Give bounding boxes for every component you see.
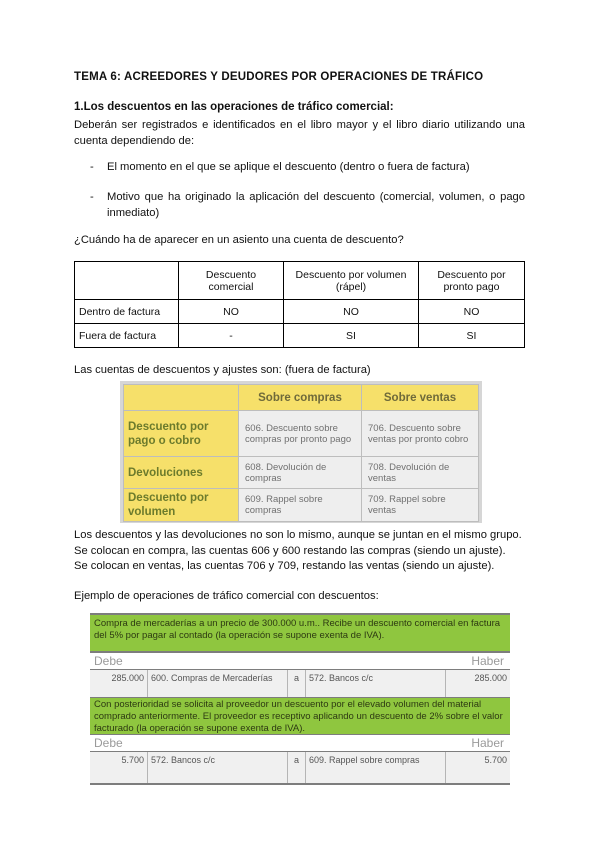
table-cell	[124, 385, 239, 411]
row-label: Descuento por volumen	[124, 489, 239, 522]
example-image	[90, 613, 510, 785]
debe-haber-header	[90, 653, 510, 669]
table-cell	[75, 262, 179, 300]
credit-amount: 5.700	[484, 755, 507, 765]
table-header-row	[75, 262, 525, 300]
operation-1-text: Compra de mercaderías a un precio de 300.000 u.m.. Recibe un descuento comercial en factura del 5% por pagar al contado (la operación se supone exenta de IVA).	[90, 615, 510, 651]
table-cell: 609. Rappel sobre compras	[239, 489, 362, 522]
question-text: ¿Cuándo ha de aparecer en un asiento una cuenta de descuento?	[74, 234, 404, 246]
table-cell: 708. Devolución de ventas	[362, 457, 479, 489]
bullet-dash: -	[90, 161, 94, 173]
haber-label: Haber	[471, 654, 504, 668]
operation-2-text: Con posterioridad se solicita al proveedor un descuento por el elevado volumen del material comprado anteriormente. El proveedor es receptivo aplicando un descuento de 2% sobre el valor facturado (la operación se supone exenta de IVA).	[90, 698, 510, 734]
table-cell: 706. Descuento sobre ventas por pronto cobro	[362, 411, 479, 457]
section-heading: 1.Los descuentos en las operaciones de tráfico comercial:	[74, 101, 394, 113]
table-cell: SI	[284, 324, 419, 348]
table-header-row	[124, 385, 479, 411]
discount-table	[74, 261, 525, 348]
table-cell: -	[179, 324, 284, 348]
table-header-cell: Sobre compras	[239, 385, 362, 411]
table-cell: 709. Rappel sobre ventas	[362, 489, 479, 522]
table-row	[75, 324, 525, 348]
row-label: Descuento por pago o cobro	[124, 411, 239, 457]
credit-account: 572. Bancos c/c	[306, 670, 446, 697]
bullet-item: Motivo que ha originado la aplicación del descuento (comercial, volumen, o pago inmediato)	[107, 191, 525, 219]
accounts-table-image	[120, 381, 482, 523]
debe-haber-header	[90, 735, 510, 751]
table-cell: NO	[419, 300, 525, 324]
table-header-cell: Sobre ventas	[362, 385, 479, 411]
row-label: Devoluciones	[124, 457, 239, 489]
table-cell: SI	[419, 324, 525, 348]
debe-label: Debe	[94, 736, 123, 750]
table-row	[124, 457, 479, 489]
table-cell: NO	[179, 300, 284, 324]
row-label: Dentro de factura	[75, 300, 179, 324]
row-label: Fuera de factura	[75, 324, 179, 348]
table-row	[75, 300, 525, 324]
note-line: Los descuentos y las devoluciones no son lo mismo, aunque se juntan en el mismo grupo.	[74, 529, 522, 541]
table-row	[124, 489, 479, 522]
note-line: Se colocan en compra, las cuentas 606 y 600 restando las compras (siendo un ajuste).	[74, 545, 506, 557]
note-line: Se colocan en ventas, las cuentas 706 y 709, restando las ventas (siendo un ajuste).	[74, 560, 495, 572]
credit-account: 609. Rappel sobre compras	[306, 752, 446, 783]
a-connector: a	[288, 752, 306, 783]
journal-entry-1	[90, 670, 510, 697]
bullet-item: El momento en el que se aplique el descuento (dentro o fuera de factura)	[107, 161, 470, 173]
a-connector: a	[288, 670, 306, 697]
debit-account: 600. Compras de Mercaderías	[148, 670, 288, 697]
debit-amount: 5.700	[90, 752, 148, 783]
example-title: Ejemplo de operaciones de tráfico comercial con descuentos:	[74, 590, 379, 602]
table-cell: NO	[284, 300, 419, 324]
credit-amount: 285.000	[474, 673, 507, 683]
intro-paragraph: Deberán ser registrados e identificados en el libro mayor y el libro diario utilizando una cuenta dependiendo de:	[74, 119, 525, 147]
page-title: TEMA 6: ACREEDORES Y DEUDORES POR OPERACIONES DE TRÁFICO	[74, 71, 484, 83]
table-header-cell: Descuento por volumen (rápel)	[284, 262, 419, 300]
table-row	[124, 411, 479, 457]
bullet-dash: -	[90, 191, 94, 203]
table-header-cell: Descuento por pronto pago	[419, 262, 525, 300]
debe-label: Debe	[94, 654, 123, 668]
table-header-cell: Descuento comercial	[179, 262, 284, 300]
haber-label: Haber	[471, 736, 504, 750]
journal-entry-2	[90, 752, 510, 783]
accounts-intro: Las cuentas de descuentos y ajustes son: (fuera de factura)	[74, 364, 371, 376]
debit-account: 572. Bancos c/c	[148, 752, 288, 783]
table-cell: 606. Descuento sobre compras por pronto pago	[239, 411, 362, 457]
table-cell: 608. Devolución de compras	[239, 457, 362, 489]
debit-amount: 285.000	[90, 670, 148, 697]
